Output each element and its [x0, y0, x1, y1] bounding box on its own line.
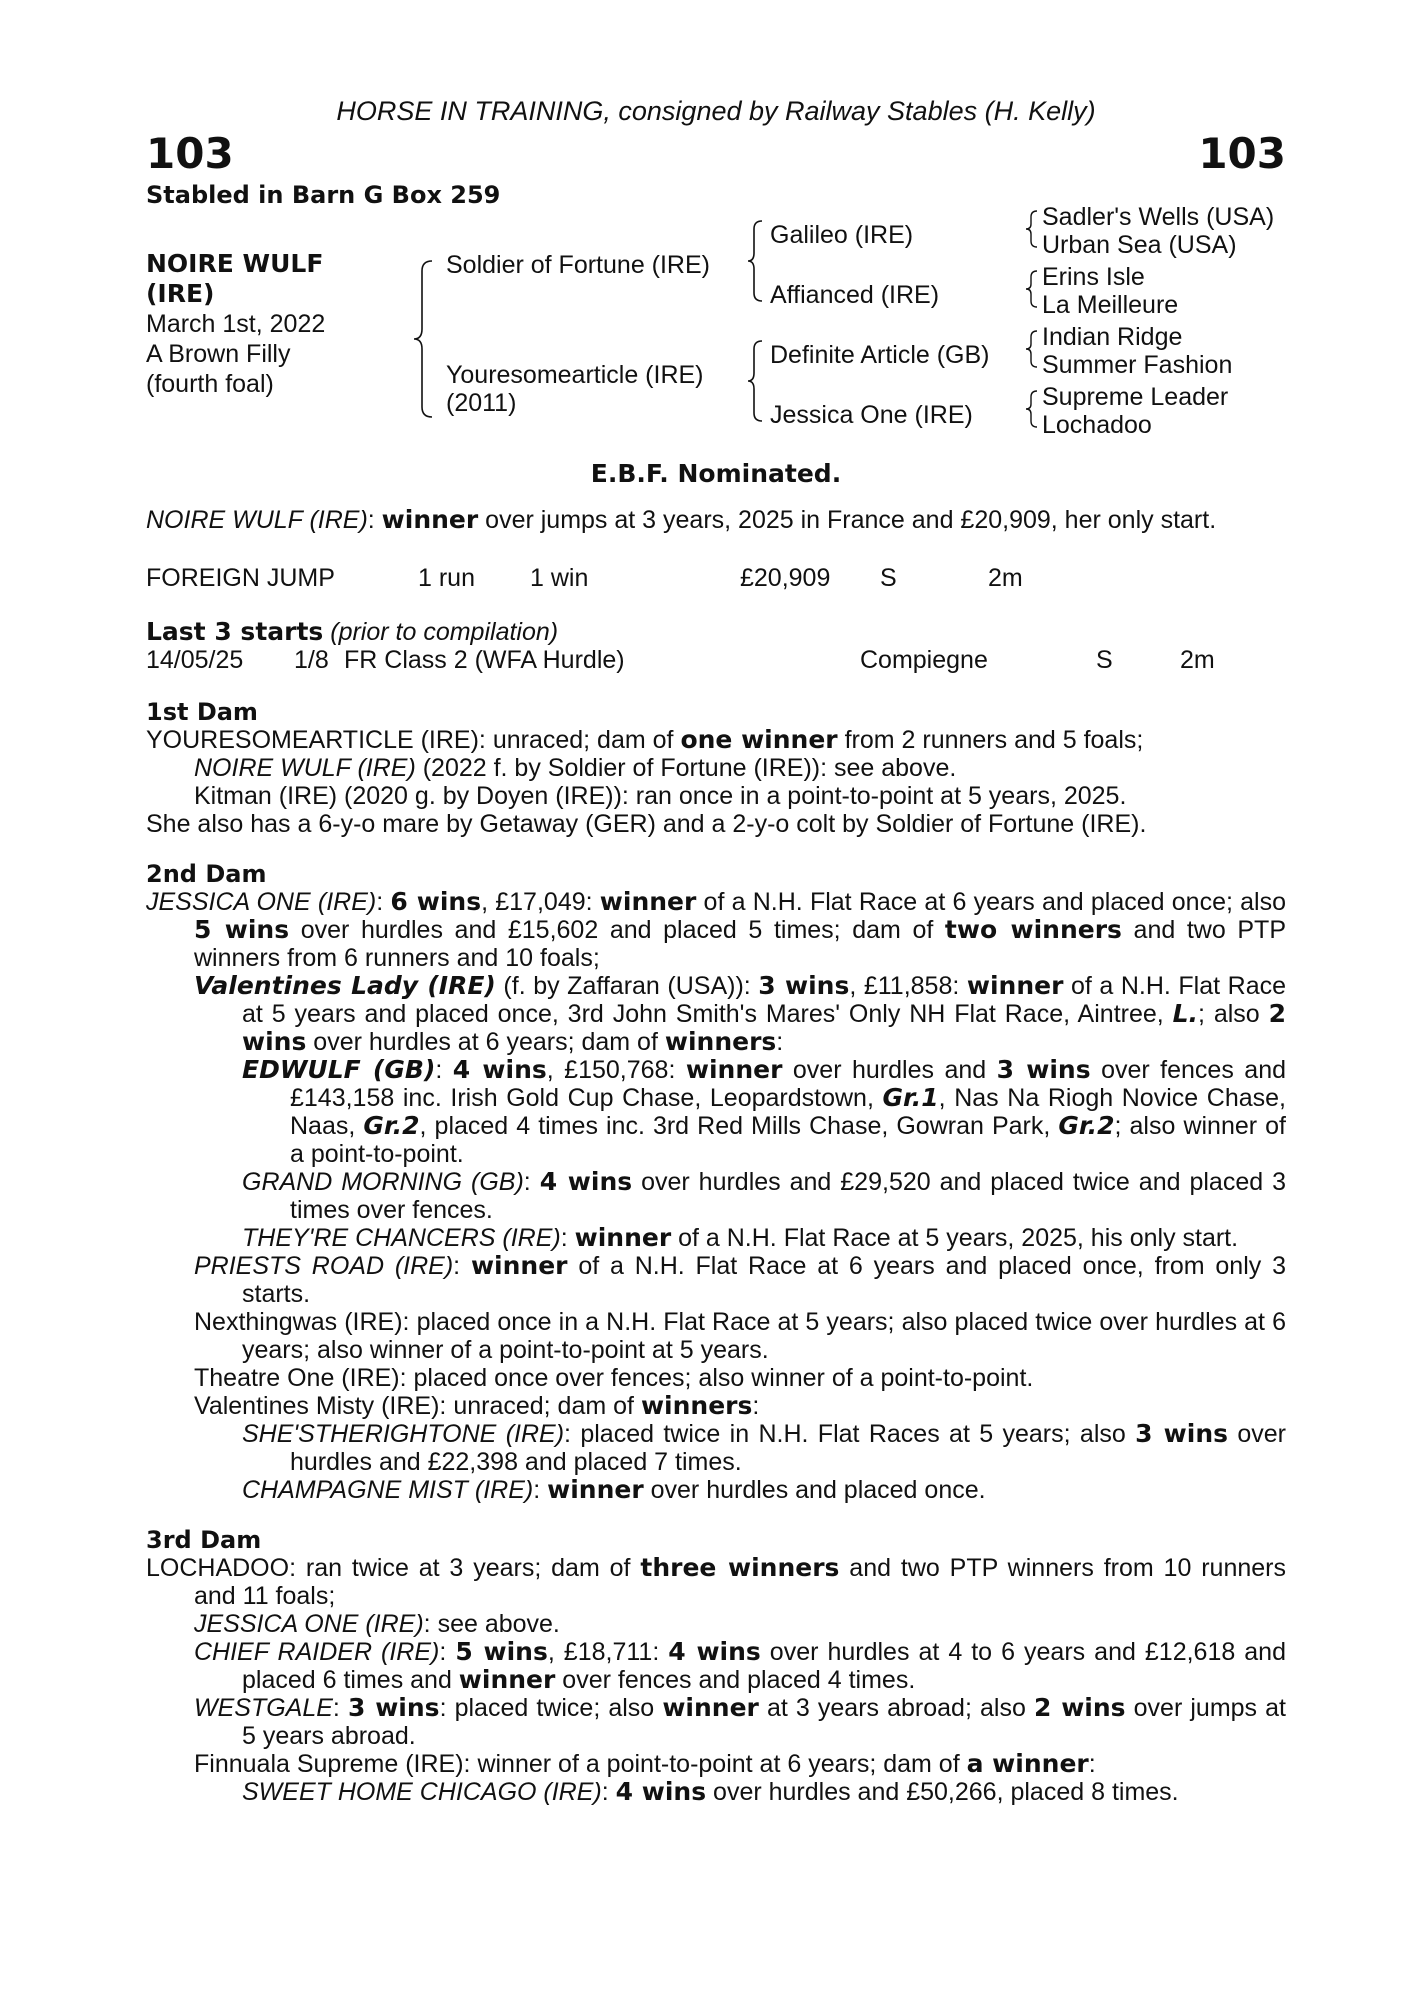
second-dam-heading: 2nd Dam [146, 860, 267, 888]
text: (2022 f. by Soldier of Fortune (IRE)): see above. [415, 754, 957, 782]
bold-text: 6 wins [390, 887, 482, 916]
ebf-nominated: E.B.F. Nominated. [590, 459, 842, 488]
third-dam-line [146, 1554, 1286, 1610]
text: and two PTP winners from 6 runners and 10 foals; [194, 916, 1286, 972]
bold-text: 2 wins [1033, 1693, 1126, 1722]
first-dam-produce-2: Kitman (IRE) (2020 g. by Doyen (IRE)): ran once in a point-to-point at 5 years, 2025. [194, 782, 1127, 810]
horse-name: NOIRE WULF [146, 249, 324, 278]
last-starts-heading [146, 618, 1286, 646]
pedigree-block [146, 203, 1286, 449]
text: over hurdles at 4 to 6 years and £12,618 and placed 6 times and [242, 1638, 1286, 1694]
second-dam-produce-1 [194, 972, 1286, 1056]
great-grandsire-2: Erins Isle [1042, 263, 1145, 291]
text: over hurdles and £29,520 and placed twice and placed 3 times over fences. [290, 1168, 1286, 1224]
text: (f. by Zaffaran (USA)): [495, 972, 759, 1000]
great-grandsire-4: Supreme Leader [1042, 383, 1229, 411]
first-dam-other-produce: She also has a 6-y-o mare by Getaway (GER) and a 2-y-o colt by Soldier of Fortune (IRE). [146, 810, 1147, 838]
bold-text: 3 wins [758, 971, 850, 1000]
bold-text: winner [599, 887, 697, 916]
text: LOCHADOO: ran twice at 3 years; dam of [146, 1554, 641, 1582]
text: , £17,049: [481, 888, 600, 916]
start-date: 14/05/25 [146, 646, 244, 674]
text: over fences and placed 4 times. [555, 1666, 916, 1694]
bold-text: two winners [944, 915, 1122, 944]
start-distance: 2m [1180, 646, 1215, 674]
bold-text: winners [640, 1391, 753, 1420]
text: , £18,711: [547, 1638, 669, 1666]
catalogue-page [146, 96, 1286, 1806]
bold-text: 3 wins [347, 1693, 440, 1722]
text: of a N.H. Flat Race at 6 years and placed once; also [696, 888, 1286, 916]
bold-text: 2 wins [242, 999, 1286, 1056]
text: over hurdles and £50,266, placed 8 times. [706, 1778, 1179, 1806]
horse-name-ref: NOIRE WULF (IRE) [146, 506, 368, 534]
stabled-location: Stabled in Barn G Box 259 [146, 181, 501, 209]
italic-text: NOIRE WULF (IRE) [194, 754, 416, 782]
pedigree-brace-2 [746, 219, 766, 303]
sire-sire: Galileo (IRE) [770, 221, 914, 249]
text: over hurdles and £15,602 and placed 5 times; dam of [289, 916, 945, 944]
horse-foal-number: (fourth foal) [146, 370, 274, 398]
italic-text: SWEET HOME CHICAGO (IRE) [242, 1778, 602, 1806]
dam-year: (2011) [446, 389, 517, 417]
third-dam-produce-3 [194, 1694, 1286, 1750]
record-wins: 1 win [530, 564, 589, 592]
text: and two PTP winners from 10 runners and 11 foals; [194, 1554, 1286, 1610]
bold-text: winner [662, 1693, 759, 1722]
text: of a N.H. Flat Race at 5 years, 2025, his only start. [671, 1224, 1239, 1252]
second-dam-produce-5 [194, 1392, 1286, 1420]
second-dam-grandproduce-5 [242, 1476, 1286, 1504]
text: : [752, 1392, 760, 1420]
text: ; also [1198, 1000, 1269, 1028]
second-dam-produce-3: Nexthingwas (IRE): placed once in a N.H. Flat Race at 5 years; also placed twice over hurdles at 6 years; also winner of a point-to-point at 5 years. [194, 1308, 1286, 1364]
second-dam-produce-2 [194, 1252, 1286, 1308]
third-dam-grandproduce-1 [242, 1778, 1286, 1806]
text: : [376, 888, 391, 916]
great-grandsire-1: Sadler's Wells (USA) [1042, 203, 1275, 231]
bold-text: 5 wins [455, 1637, 548, 1666]
text: over hurdles at 6 years; dam of [306, 1028, 665, 1056]
great-grandsire-3: Indian Ridge [1042, 323, 1183, 351]
text: : placed twice in N.H. Flat Races at 5 years; also [564, 1420, 1136, 1448]
pedigree-brace-7 [1024, 389, 1040, 429]
record-runs: 1 run [418, 564, 475, 592]
dam: Youresomearticle (IRE) [446, 361, 704, 389]
text: of a N.H. Flat Race at 6 years and placed once, from only 3 starts. [242, 1252, 1286, 1308]
text: ; also winner of a point-to-point. [290, 1112, 1286, 1168]
bold-text: winner [470, 1251, 568, 1280]
bold-italic-text: L. [1172, 999, 1199, 1028]
text: , placed 4 times inc. 3rd Red Mills Chase, Gowran Park, [419, 1112, 1059, 1140]
bold-text: 3 wins [996, 1055, 1091, 1084]
text: : [1088, 1750, 1096, 1778]
bold-italic-text: Gr.2 [363, 1111, 420, 1140]
pedigree-brace-4 [1024, 209, 1040, 249]
horse-name-country: (IRE) [146, 279, 215, 308]
lot-number-right: 103 [1198, 129, 1286, 178]
bold-text: 3 wins [1135, 1419, 1229, 1448]
pedigree-brace-1 [412, 259, 436, 419]
third-dam-produce-4 [194, 1750, 1286, 1778]
race-record-row [146, 564, 1286, 594]
record-going: S [880, 564, 897, 592]
text: from 2 runners and 5 foals; [837, 726, 1144, 754]
text: , £150,768: [546, 1056, 686, 1084]
text: , £11,858: [849, 972, 967, 1000]
text: : [435, 1056, 453, 1084]
great-granddam-3: Summer Fashion [1042, 351, 1233, 379]
dam-sire: Definite Article (GB) [770, 341, 990, 369]
second-dam-line [146, 888, 1286, 972]
pedigree-brace-5 [1024, 269, 1040, 309]
start-race: FR Class 2 (WFA Hurdle) [344, 646, 625, 674]
italic-text: GRAND MORNING (GB) [242, 1168, 524, 1196]
dam-dam: Jessica One (IRE) [770, 401, 973, 429]
bold-text: winner [966, 971, 1064, 1000]
bold-italic-text: EDWULF (GB) [242, 1055, 436, 1084]
italic-text: PRIESTS ROAD (IRE) [194, 1252, 454, 1280]
second-dam-produce-4: Theatre One (IRE): placed once over fences; also winner of a point-to-point. [194, 1364, 1034, 1392]
italic-text: JESSICA ONE (IRE) [194, 1610, 424, 1638]
text: at 3 years abroad; also [758, 1694, 1034, 1722]
second-dam-grandproduce-1 [242, 1056, 1286, 1168]
text: , Nas Na Riogh Novice Chase, Naas, [290, 1084, 1286, 1140]
start-course: Compiegne [860, 646, 988, 674]
record-distance: 2m [988, 564, 1023, 592]
bold-text: 4 wins [539, 1167, 633, 1196]
bold-text: winners [664, 1027, 777, 1056]
text: : [523, 1168, 540, 1196]
italic-text: CHAMPAGNE MIST (IRE) [242, 1476, 534, 1504]
text: : [367, 506, 382, 534]
third-dam-heading: 3rd Dam [146, 1526, 262, 1554]
italic-text: JESSICA ONE (IRE) [146, 888, 377, 916]
text: : see above. [423, 1610, 560, 1638]
third-dam-produce-1 [194, 1610, 1286, 1638]
bold-text: 5 wins [194, 915, 290, 944]
first-dam-heading: 1st Dam [146, 698, 258, 726]
text: : [560, 1224, 575, 1252]
text: over jumps at 5 years abroad. [242, 1694, 1286, 1750]
bold-text: 4 wins [452, 1055, 547, 1084]
third-dam-produce-2 [194, 1638, 1286, 1694]
text: over hurdles and placed once. [643, 1476, 986, 1504]
second-dam-grandproduce-2 [242, 1168, 1286, 1224]
second-dam-grandproduce-3 [242, 1224, 1286, 1252]
record-type: FOREIGN JUMP [146, 564, 335, 592]
start-position: 1/8 [294, 646, 329, 674]
text: : [439, 1638, 456, 1666]
italic-text: THEY'RE CHANCERS (IRE) [242, 1224, 561, 1252]
text: Valentines Misty (IRE): unraced; dam of [194, 1392, 641, 1420]
great-granddam-2: La Meilleure [1042, 291, 1179, 319]
horse-description: A Brown Filly [146, 340, 291, 368]
bold-italic-text: Gr.2 [1058, 1111, 1115, 1140]
text: over hurdles and [782, 1056, 997, 1084]
bold-text: 4 wins [615, 1777, 707, 1806]
horse-dob: March 1st, 2022 [146, 310, 326, 338]
bold-text: 4 wins [668, 1637, 761, 1666]
horse-details [146, 249, 325, 399]
italic-text: WESTGALE [194, 1694, 333, 1722]
text: : [533, 1476, 548, 1504]
bold-text: winner [547, 1475, 644, 1504]
section-heading: Last 3 starts [146, 617, 324, 646]
text: YOURESOMEARTICLE (IRE): unraced; dam of [146, 726, 681, 754]
text: over hurdles and £22,398 and placed 7 times. [290, 1420, 1286, 1476]
second-dam-grandproduce-4 [242, 1420, 1286, 1476]
great-granddam-1: Urban Sea (USA) [1042, 231, 1237, 259]
italic-text: CHIEF RAIDER (IRE) [194, 1638, 440, 1666]
bold-italic-text: Gr.1 [882, 1083, 939, 1112]
first-dam-produce-1 [194, 754, 1286, 782]
lot-number-row [146, 129, 1286, 181]
text: over jumps at 3 years, 2025 in France and £20,909, her only start. [478, 506, 1217, 534]
pedigree-brace-6 [1024, 329, 1040, 369]
bold-text: winner [574, 1223, 672, 1252]
text: : [453, 1252, 471, 1280]
text: : [332, 1694, 348, 1722]
consignment-title: HORSE IN TRAINING, consigned by Railway Stables (H. Kelly) [336, 96, 1096, 126]
pedigree-brace-3 [746, 339, 766, 423]
bold-text: a winner [966, 1749, 1089, 1778]
last-start-row [146, 646, 1286, 676]
bold-text: winner [685, 1055, 783, 1084]
bold-text: one winner [680, 725, 838, 754]
bold-text: winner [458, 1665, 556, 1694]
text: : [601, 1778, 616, 1806]
text: : placed twice; also [439, 1694, 663, 1722]
race-summary [146, 506, 1286, 534]
first-dam-line [146, 726, 1286, 754]
text: : [776, 1028, 784, 1056]
bold-text: winner [381, 505, 479, 534]
bold-text: three winners [640, 1553, 840, 1582]
sire-dam: Affianced (IRE) [770, 281, 940, 309]
note: (prior to compilation) [330, 618, 559, 646]
start-going: S [1096, 646, 1113, 674]
bold-italic-text: Valentines Lady (IRE) [194, 971, 496, 1000]
record-prize: £20,909 [740, 564, 831, 592]
italic-text: SHE'STHERIGHTONE (IRE) [242, 1420, 565, 1448]
sire: Soldier of Fortune (IRE) [446, 251, 710, 279]
lot-number-left: 103 [146, 129, 234, 178]
text: of a N.H. Flat Race at 5 years and placed once, 3rd John Smith's Mares' Only NH Flat Race, Aintree, [242, 972, 1287, 1028]
text: Finnuala Supreme (IRE): winner of a point-to-point at 6 years; dam of [194, 1750, 967, 1778]
text: over fences and £143,158 inc. Irish Gold Cup Chase, Leopardstown, [290, 1056, 1287, 1112]
great-granddam-4: Lochadoo [1042, 411, 1152, 439]
